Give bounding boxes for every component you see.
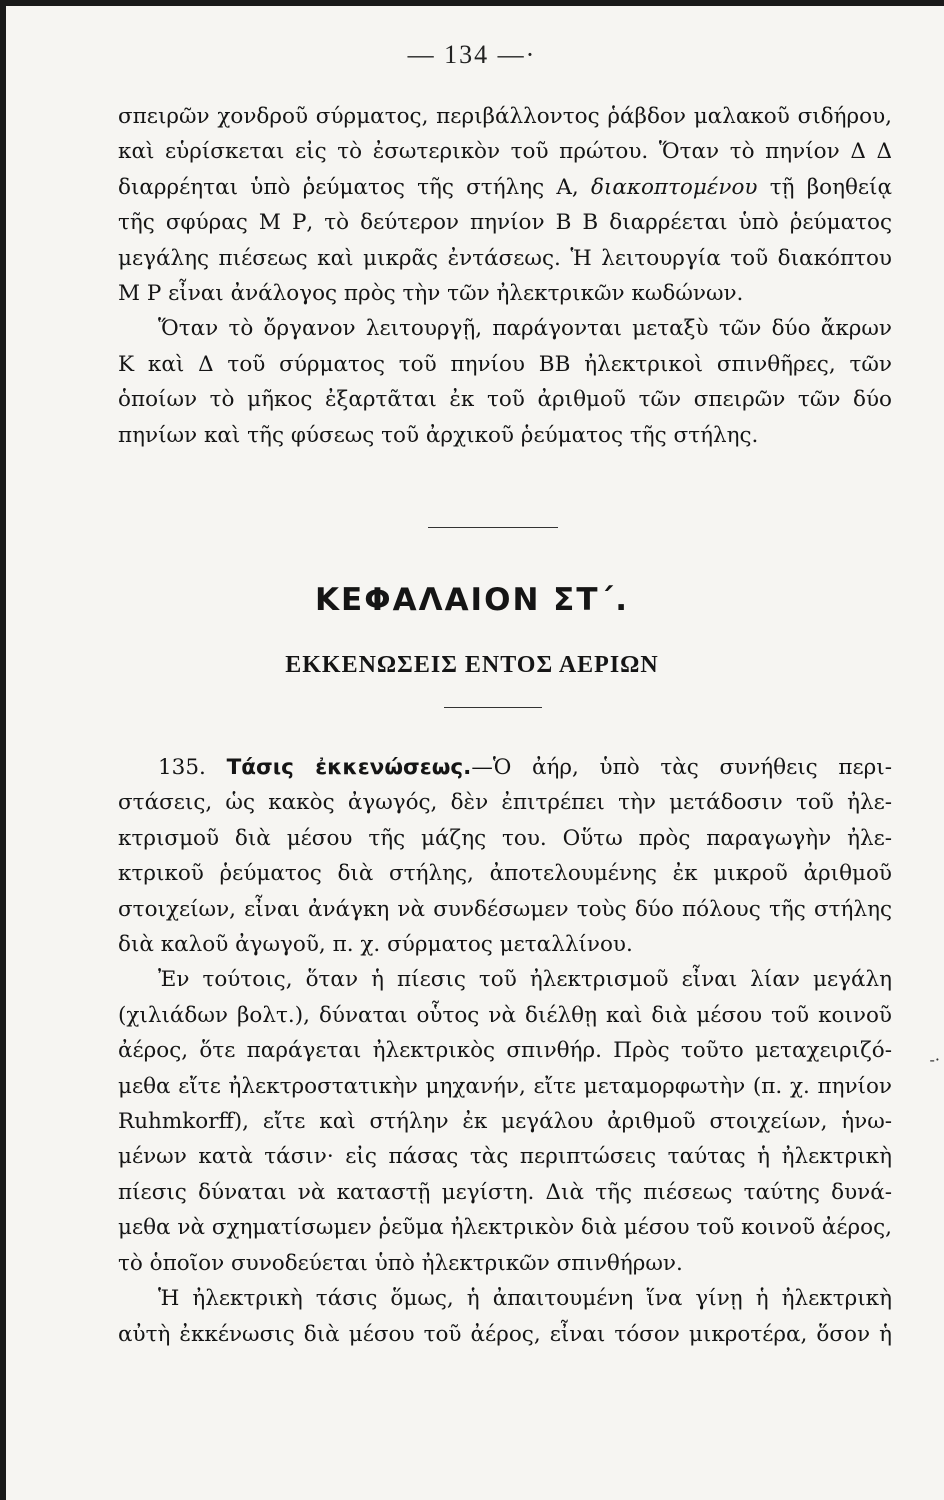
section-heading: Τάσις ἐκκενώσεως. — [226, 755, 472, 780]
text-line: Μ Ρ εἶναι ἀνάλογος πρὸς τὴν τῶν ἠλεκτρικῶν κωδώνων. — [118, 281, 744, 307]
text-line: τὸ ὁποῖον συνοδεύεται ὑπὸ ἠλεκτρικῶν σπινθήρων. — [118, 1250, 683, 1276]
text-line: στοιχείων, εἶναι ἀνάγκη νὰ συνδέσωμεν τοὺς δύο πόλους τῆς στήλης — [118, 896, 892, 922]
text-line: μεθα νὰ σχηματίσωμεν ῥεῦμα ἠλεκτρικὸν διὰ μέσου τοῦ κοινοῦ ἀέρος, — [118, 1215, 892, 1241]
text-fragment: διαρρέηται ὑπὸ ῥεύματος τῆς στήλης Α, — [118, 174, 579, 200]
text-line: κτρικοῦ ῥεύματος διὰ στήλης, ἀποτελουμένης ἐκ μικροῦ ἀριθμοῦ — [118, 861, 892, 887]
chapter-subtitle: ΕΚΚΕΝΩΣΕΙΣ ΕΝΤΟΣ ΑΕΡΙΩΝ — [285, 652, 659, 678]
chapter-title: ΚΕΦΑΛΑΙΟΝ ΣΤ΄. — [315, 582, 629, 618]
text-line: Ἡ ἠλεκτρικὴ τάσις ὅμως, ἡ ἀπαιτουμένη ἵνα γίνῃ ἡ ἠλεκτρικὴ — [158, 1286, 892, 1312]
edge-mark: -· — [929, 1050, 940, 1069]
text-line: Ruhmkorff), εἴτε καὶ στήλην ἐκ μεγάλου ἀριθμοῦ στοιχείων, ἡνω- — [118, 1109, 892, 1135]
text-line: ὁποίων τὸ μῆκος ἐξαρτᾶται ἐκ τοῦ ἀριθμοῦ τῶν σπειρῶν τῶν δύο — [118, 387, 892, 413]
italic-phrase: διακοπτομένου — [590, 174, 758, 200]
text-line: Ἐν τούτοις, ὅταν ἡ πίεσις τοῦ ἠλεκτρισμοῦ εἶναι λίαν μεγάλη — [158, 967, 892, 993]
text-fragment: τῇ βοηθείᾳ — [769, 174, 892, 200]
text-line: στάσεις, ὡς κακὸς ἀγωγός, δὲν ἐπιτρέπει τὴν μετάδοσιν τοῦ ἠλε- — [118, 790, 892, 816]
text-line: σπειρῶν χονδροῦ σύρματος, περιβάλλοντος ῥάβδον μαλακοῦ σιδήρου, — [118, 104, 892, 129]
text-line: ἀέρος, ὅτε παράγεται ἠλεκτρικὸς σπινθήρ. Πρὸς τοῦτο μεταχειριζό- — [118, 1038, 892, 1064]
divider-rule — [444, 707, 542, 708]
text-line: αὐτὴ ἐκκένωσις διὰ μέσου τοῦ ἀέρος, εἶναι τόσον μικροτέρα, ὅσον ἡ — [118, 1321, 892, 1347]
page-number: — 134 —· — [407, 40, 537, 69]
section-heading-line — [118, 750, 892, 785]
text-line: Ὅταν τὸ ὄργανον λειτουργῇ, παράγονται μεταξὺ τῶν δύο ἄκρων — [158, 316, 892, 342]
text-line: μεγάλης πιέσεως καὶ μικρᾶς ἐντάσεως. Ἡ λειτουργία τοῦ διακόπτου — [118, 245, 892, 271]
text-line: διὰ καλοῦ ἀγωγοῦ, π. χ. σύρματος μεταλλίνου. — [118, 932, 633, 958]
text-line: πίεσις δύναται νὰ καταστῇ μεγίστη. Διὰ τῆς πιέσεως ταύτης δυνά- — [118, 1179, 892, 1205]
text-line: κτρισμοῦ διὰ μέσου τῆς μάζης του. Οὕτω πρὸς παραγωγὴν ἠλε- — [118, 825, 892, 851]
top-section-text — [118, 99, 892, 453]
text-line: Κ καὶ Δ τοῦ σύρματος τοῦ πηνίου ΒΒ ἠλεκτρικοὶ σπινθῆρες, τῶν — [118, 351, 892, 377]
text-fragment: —Ὁ ἀήρ, ὑπὸ τὰς συνήθεις περι- — [471, 755, 892, 780]
text-line: τῆς σφύρας Μ Ρ, τὸ δεύτερον πηνίον Β Β διαρρέεται ὑπὸ ῥεύματος — [118, 210, 892, 236]
text-line: πηνίων καὶ τῆς φύσεως τοῦ ἀρχικοῦ ῥεύματος τῆς στήλης. — [118, 422, 759, 448]
section-number: 135. — [158, 755, 206, 780]
section-135-text — [118, 750, 892, 1352]
text-line-with-italic — [118, 170, 892, 205]
text-line: καὶ εὑρίσκεται εἰς τὸ ἐσωτερικὸν τοῦ πρώτου. Ὅταν τὸ πηνίον Δ Δ — [118, 139, 892, 165]
text-line: μεθα εἴτε ἠλεκτροστατικὴν μηχανήν, εἴτε μεταμορφωτὴν (π. χ. πηνίον — [118, 1073, 892, 1099]
divider-rule — [428, 527, 558, 528]
text-line: μένων κατὰ τάσιν· εἰς πάσας τὰς περιπτώσεις ταύτας ἡ ἠλεκτρικὴ — [118, 1144, 892, 1170]
text-line: (χιλιάδων βολτ.), δύναται οὗτος νὰ διέλθῃ καὶ διὰ μέσου τοῦ κοινοῦ — [118, 1002, 892, 1028]
